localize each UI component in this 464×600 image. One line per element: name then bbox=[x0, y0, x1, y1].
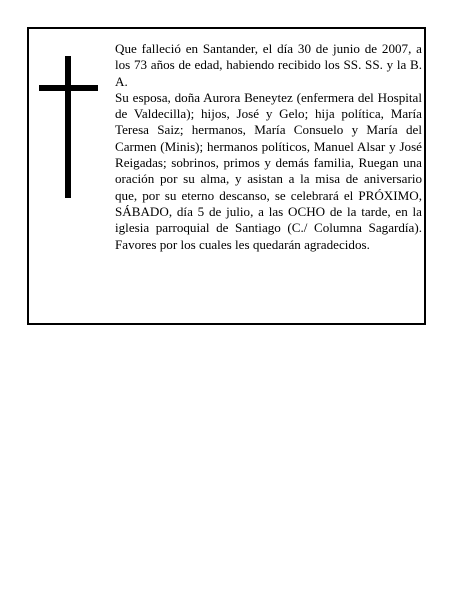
death-announcement-paragraph: Que falleció en Santander, el día 30 de junio de 2007, a los 73 años de edad, habiendo recibido los SS. SS. y la B. A. bbox=[115, 41, 422, 89]
obituary-text bbox=[115, 41, 422, 253]
cross-vertical-bar bbox=[65, 56, 71, 198]
family-and-mass-paragraph: Su esposa, doña Aurora Beneytez (enfermera del Hospital de Valdecilla); hijos, José y Gelo; hija política, María Teresa Saiz; hermanos, María Consuelo y María del Carmen (Minis); hermanos políticos, Manuel Alsar y José Reigadas; sobrinos, primos y demás familia, Ruegan una oración por su alma, y asistan a la misa de aniversario que, por su eterno descanso, se celebrará el PRÓXIMO, SÁBADO, día 5 de julio, a las OCHO de la tarde, en la iglesia parroquial de Santiago (C./ Columna Sagardía). Favores por los cuales les quedarán agradecidos. bbox=[115, 89, 422, 252]
obituary-notice-frame bbox=[27, 27, 426, 325]
cross-horizontal-bar bbox=[39, 85, 98, 91]
